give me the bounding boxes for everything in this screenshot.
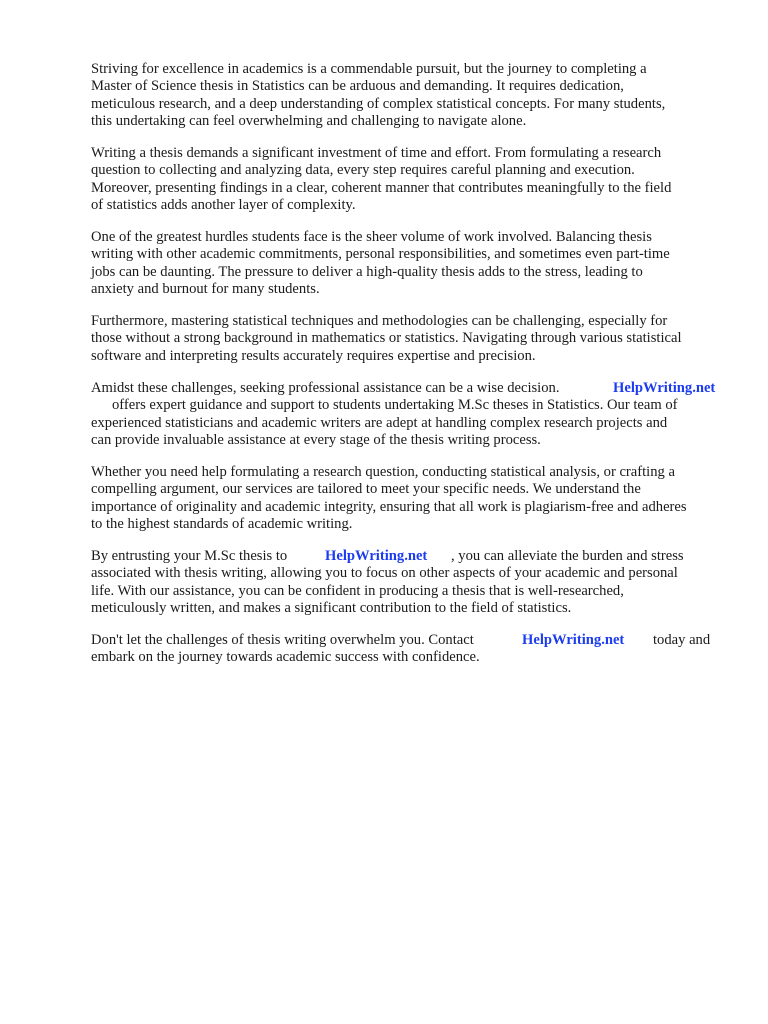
text-line: jobs can be daunting. The pressure to deliver a high-quality thesis adds to the stress, leading to: [91, 263, 643, 280]
paragraph-contact: [91, 632, 731, 667]
text-line: to the highest standards of academic writing.: [91, 516, 353, 533]
text-line: Master of Science thesis in Statistics can be arduous and demanding. It requires dedication,: [91, 78, 624, 95]
text-segment: Don't let the challenges of thesis writing overwhelm you. Contact: [91, 632, 474, 648]
text-segment: today and: [653, 632, 711, 648]
text-segment: By entrusting your M.Sc thesis to: [91, 548, 288, 564]
text-line: this undertaking can feel overwhelming and challenging to navigate alone.: [91, 113, 527, 130]
text-line: question to collecting and analyzing data, every step requires careful planning and execution.: [91, 162, 635, 179]
text-line: Furthermore, mastering statistical techniques and methodologies can be challenging, especially for: [91, 313, 668, 329]
text-line: [91, 380, 731, 397]
text-segment: Amidst these challenges, seeking professional assistance can be a wise decision.: [91, 380, 560, 396]
text-line: Striving for excellence in academics is a commendable pursuit, but the journey to completing a: [91, 61, 647, 77]
text-line: meticulously written, and makes a significant contribution to the field of statistics.: [91, 600, 572, 617]
helpwriting-link[interactable]: HelpWriting.net: [613, 380, 716, 396]
text-line: of statistics adds another layer of complexity.: [91, 197, 356, 214]
text-line: [91, 548, 731, 565]
text-line: can provide invaluable assistance at every stage of the thesis writing process.: [91, 432, 541, 449]
text-line: writing with other academic commitments, personal responsibilities, and sometimes even part-time: [91, 246, 670, 263]
text-line: importance of originality and academic integrity, ensuring that all work is plagiarism-free and adheres: [91, 498, 687, 515]
text-line: compelling argument, our services are tailored to meet your specific needs. We understand the: [91, 481, 641, 498]
paragraph-thesis-demands: [91, 145, 731, 215]
paragraph-intro: [91, 61, 731, 131]
text-line: experienced statisticians and academic writers are adept at handling complex research projects and: [91, 414, 668, 431]
helpwriting-link[interactable]: HelpWriting.net: [325, 548, 428, 564]
paragraph-services: [91, 464, 731, 534]
paragraph-assistance: [91, 380, 731, 450]
helpwriting-link[interactable]: HelpWriting.net: [522, 632, 625, 648]
paragraph-entrusting: [91, 548, 731, 618]
text-line: Moreover, presenting findings in a clear, coherent manner that contributes meaningfully to the field: [91, 179, 672, 196]
text-line: offers expert guidance and support to students undertaking M.Sc theses in Statistics. Our team of: [112, 397, 678, 414]
text-segment: , you can alleviate the burden and stress: [451, 548, 684, 564]
text-line: software and interpreting results accurately requires expertise and precision.: [91, 347, 536, 364]
text-line: Whether you need help formulating a research question, conducting statistical analysis, or crafting a: [91, 464, 675, 480]
text-line: life. With our assistance, you can be confident in producing a thesis that is well-researched,: [91, 582, 624, 599]
paragraph-hurdles: [91, 229, 731, 299]
text-line: associated with thesis writing, allowing you to focus on other aspects of your academic and personal: [91, 565, 678, 582]
text-line: Writing a thesis demands a significant investment of time and effort. From formulating a research: [91, 145, 662, 161]
text-line: One of the greatest hurdles students face is the sheer volume of work involved. Balancing thesis: [91, 229, 652, 245]
text-line: those without a strong background in mathematics or statistics. Navigating through various statistical: [91, 330, 682, 347]
text-line: [91, 632, 731, 649]
paragraph-techniques: [91, 313, 731, 365]
text-line: meticulous research, and a deep understanding of complex statistical concepts. For many students,: [91, 95, 666, 112]
text-line: anxiety and burnout for many students.: [91, 281, 320, 298]
text-line: embark on the journey towards academic success with confidence.: [91, 649, 480, 666]
